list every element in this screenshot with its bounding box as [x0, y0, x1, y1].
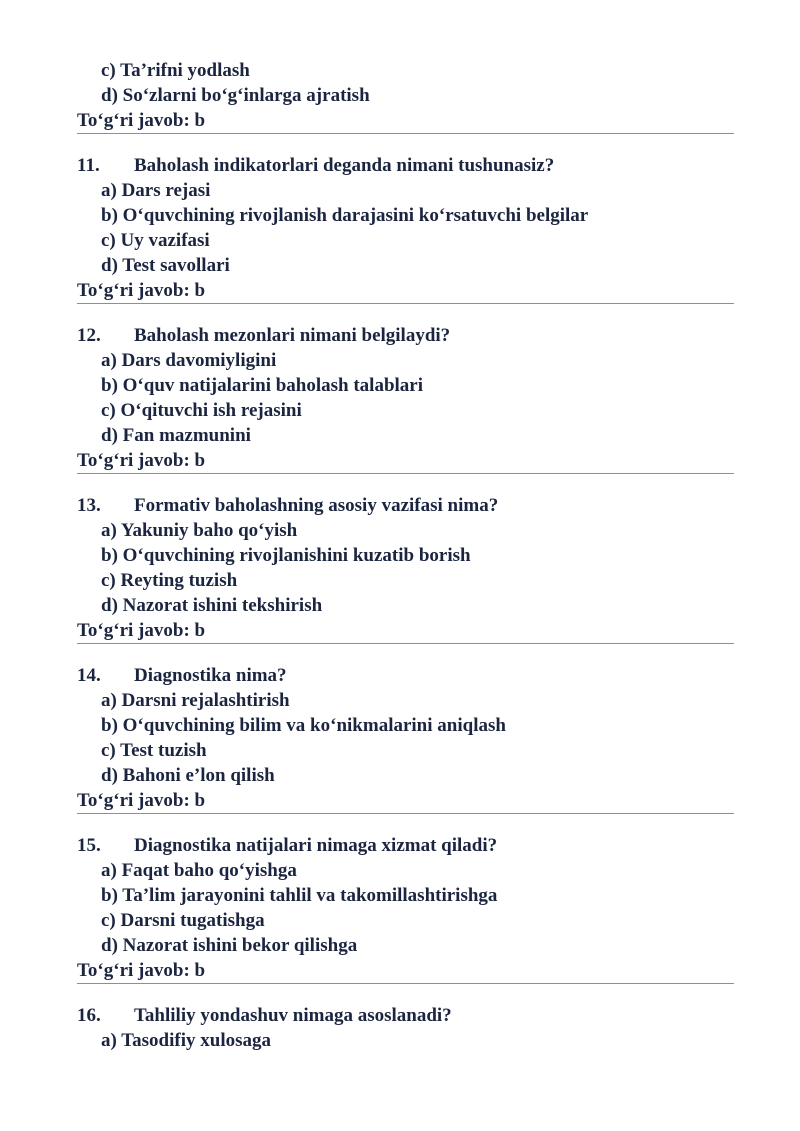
option-d: d) Nazorat ishini bekor qilishga: [101, 935, 358, 956]
option-b: b) O‘quv natijalarini baholash talablari: [101, 375, 424, 396]
question-heading: [0, 323, 800, 348]
correct-answer: To‘g‘ri javob: b: [77, 790, 206, 811]
option-c: c) Reyting tuzish: [101, 570, 238, 591]
question-heading: [0, 493, 800, 518]
option-a: a) Darsni rejalashtirish: [101, 690, 290, 711]
correct-answer: To‘g‘ri javob: b: [77, 110, 206, 131]
option-c: c) Darsni tugatishga: [101, 910, 265, 931]
correct-answer: To‘g‘ri javob: b: [77, 620, 206, 641]
question-block-15: [0, 833, 800, 984]
correct-answer: To‘g‘ri javob: b: [77, 280, 206, 301]
question-number: 14.: [77, 665, 101, 686]
question-number: 16.: [77, 1005, 101, 1026]
option-a: a) Tasodifiy xulosaga: [101, 1030, 271, 1051]
option-c: c) Uy vazifasi: [101, 230, 210, 251]
question-text: Diagnostika natijalari nimaga xizmat qiladi?: [134, 835, 498, 856]
question-text: Baholash mezonlari nimani belgilaydi?: [134, 325, 451, 346]
option-d: d) Fan mazmunini: [101, 425, 251, 446]
question-number: 15.: [77, 835, 101, 856]
question-text: Baholash indikatorlari deganda nimani tushunasiz?: [134, 155, 555, 176]
option-b: b) Ta’lim jarayonini tahlil va takomillashtirishga: [101, 885, 498, 906]
question-block-10: [0, 58, 800, 134]
option-b: b) O‘quvchining bilim va ko‘nikmalarini aniqlash: [101, 715, 506, 736]
option-a: a) Dars rejasi: [101, 180, 211, 201]
option-a: a) Dars davomiyligini: [101, 350, 277, 371]
option-d: d) Bahoni e’lon qilish: [101, 765, 275, 786]
question-number: 12.: [77, 325, 101, 346]
option-a: a) Yakuniy baho qo‘yish: [101, 520, 298, 541]
question-number: 13.: [77, 495, 101, 516]
question-text: Tahliliy yondashuv nimaga asoslanadi?: [134, 1005, 452, 1026]
question-block-11: [0, 153, 800, 304]
option-d: d) Test savollari: [101, 255, 230, 276]
correct-answer: To‘g‘ri javob: b: [77, 450, 206, 471]
question-heading: [0, 663, 800, 688]
question-block-12: [0, 323, 800, 474]
question-block-14: [0, 663, 800, 814]
question-block-16: [0, 1003, 800, 1053]
question-heading: [0, 153, 800, 178]
option-b: b) O‘quvchining rivojlanish darajasini ko‘rsatuvchi belgilar: [101, 205, 589, 226]
option-c: c) Ta’rifni yodlash: [101, 60, 250, 81]
correct-answer: To‘g‘ri javob: b: [77, 960, 206, 981]
option-c: c) Test tuzish: [101, 740, 207, 761]
option-d: d) Nazorat ishini tekshirish: [101, 595, 323, 616]
document-page: [0, 58, 800, 1053]
question-heading: [0, 833, 800, 858]
option-c: c) O‘qituvchi ish rejasini: [101, 400, 302, 421]
question-heading: [0, 1003, 800, 1028]
question-text: Diagnostika nima?: [134, 665, 287, 686]
option-a: a) Faqat baho qo‘yishga: [101, 860, 297, 881]
option-d: d) So‘zlarni bo‘g‘inlarga ajratish: [101, 85, 370, 106]
question-number: 11.: [77, 155, 100, 176]
question-text: Formativ baholashning asosiy vazifasi nima?: [134, 495, 499, 516]
question-block-13: [0, 493, 800, 644]
option-b: b) O‘quvchining rivojlanishini kuzatib borish: [101, 545, 471, 566]
